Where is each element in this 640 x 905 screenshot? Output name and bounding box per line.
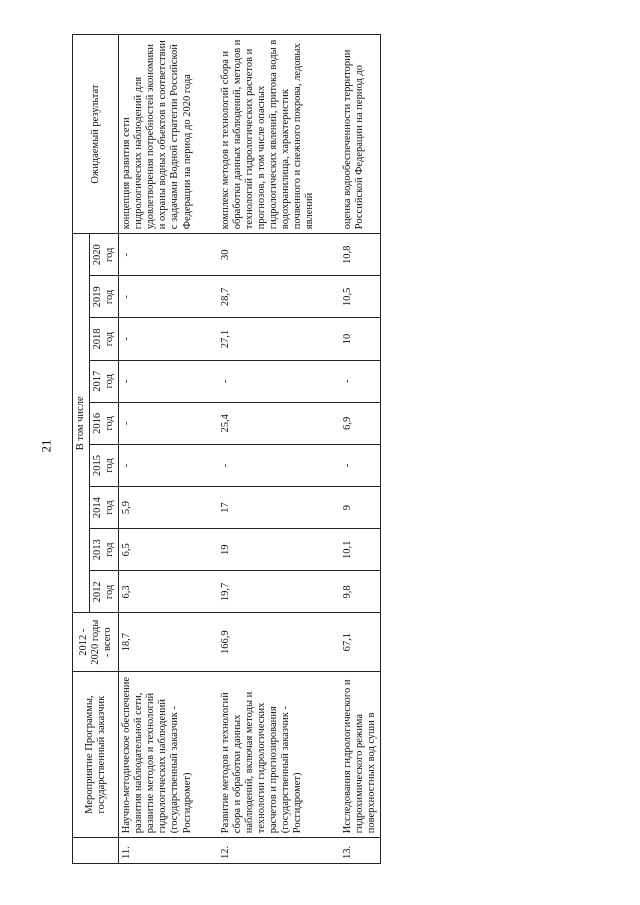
row-year-value: - bbox=[119, 234, 196, 276]
row-year-value: - bbox=[119, 276, 196, 318]
header-year: 2020 год bbox=[90, 234, 119, 276]
table-row bbox=[119, 35, 196, 864]
header-num bbox=[73, 838, 119, 864]
header-total: 2012 - 2020 годы - всего bbox=[73, 613, 119, 672]
row-total: 67,1 bbox=[340, 613, 381, 672]
row-number: 11. bbox=[119, 838, 196, 864]
table-row bbox=[340, 35, 381, 864]
row-total: 166,9 bbox=[218, 613, 319, 672]
row-year-value: - bbox=[119, 318, 196, 360]
row-year-value: - bbox=[340, 360, 381, 402]
row-year-value: - bbox=[119, 444, 196, 486]
header-year: 2012 год bbox=[90, 571, 119, 613]
row-year-value: 9,8 bbox=[340, 571, 381, 613]
row-year-value: 9 bbox=[340, 487, 381, 529]
rotated-table-container bbox=[72, 34, 576, 864]
row-year-value: - bbox=[340, 444, 381, 486]
row-spacer bbox=[318, 35, 340, 864]
header-subtitle: В том числе bbox=[73, 234, 90, 613]
header-year: 2019 год bbox=[90, 276, 119, 318]
header-result: Ожидаемый результат bbox=[73, 35, 119, 234]
header-event: Мероприятие Программы, государственный заказчик bbox=[73, 671, 119, 837]
row-year-value: 10,8 bbox=[340, 234, 381, 276]
row-result: комплекс методов и технологий сбора и обработки данных наблюдений, методов и технологий гидрологических расчетов и прогнозов, в том числе опасных гидрологических явлений, притока воды в водохранилища, характеристик почвенного и снежного покрова, ледовых явлений bbox=[218, 35, 319, 234]
row-year-value: 19,7 bbox=[218, 571, 319, 613]
table-body bbox=[119, 35, 381, 864]
row-year-value: 25,4 bbox=[218, 402, 319, 444]
row-number: 12. bbox=[218, 838, 319, 864]
header-year: 2014 год bbox=[90, 487, 119, 529]
row-event: Научно-методическое обеспечение развития наблюдательной сети, развитие методов и технологий гидрологических наблюдений (государственный заказчик - Росгидромет) bbox=[119, 671, 196, 837]
row-year-value: - bbox=[218, 360, 319, 402]
page-number: 21 bbox=[38, 439, 54, 453]
row-year-value: - bbox=[218, 444, 319, 486]
row-year-value: 19 bbox=[218, 529, 319, 571]
row-year-value: 10 bbox=[340, 318, 381, 360]
header-year: 2016 год bbox=[90, 402, 119, 444]
header-year: 2013 год bbox=[90, 529, 119, 571]
row-spacer bbox=[196, 35, 218, 864]
table-header bbox=[73, 35, 119, 864]
row-year-value: - bbox=[119, 402, 196, 444]
row-year-value: 10,1 bbox=[340, 529, 381, 571]
row-event: Исследования гидрологического и гидрохимического режима поверхностных вод суши в bbox=[340, 671, 381, 837]
program-table bbox=[72, 34, 381, 864]
row-year-value: 5,9 bbox=[119, 487, 196, 529]
row-year-value: 10,5 bbox=[340, 276, 381, 318]
row-year-value: 6,5 bbox=[119, 529, 196, 571]
row-result: концепция развития сети гидрологических наблюдений для удовлетворения потребностей экономики и охраны водных объектов в соответствии с задачами Водной стратегии Российской Федерации на период до 2020 года bbox=[119, 35, 196, 234]
row-year-value: 30 bbox=[218, 234, 319, 276]
header-year: 2015 год bbox=[90, 444, 119, 486]
row-year-value: 28,7 bbox=[218, 276, 319, 318]
row-event: Развитие методов и технологий сбора и обработки данных наблюдений, включая методы и технологии гидрологических расчетов и прогнозирования (государственный заказчик - Росгидромет) bbox=[218, 671, 319, 837]
row-year-value: - bbox=[119, 360, 196, 402]
row-number: 13. bbox=[340, 838, 381, 864]
table-row bbox=[218, 35, 319, 864]
row-year-value: 27,1 bbox=[218, 318, 319, 360]
row-year-value: 6,9 bbox=[340, 402, 381, 444]
row-result: оценка водообеспеченности территории Российской Федерации на период до bbox=[340, 35, 381, 234]
header-year: 2017 год bbox=[90, 360, 119, 402]
header-year: 2018 год bbox=[90, 318, 119, 360]
row-year-value: 17 bbox=[218, 487, 319, 529]
row-year-value: 6,3 bbox=[119, 571, 196, 613]
row-total: 18,7 bbox=[119, 613, 196, 672]
